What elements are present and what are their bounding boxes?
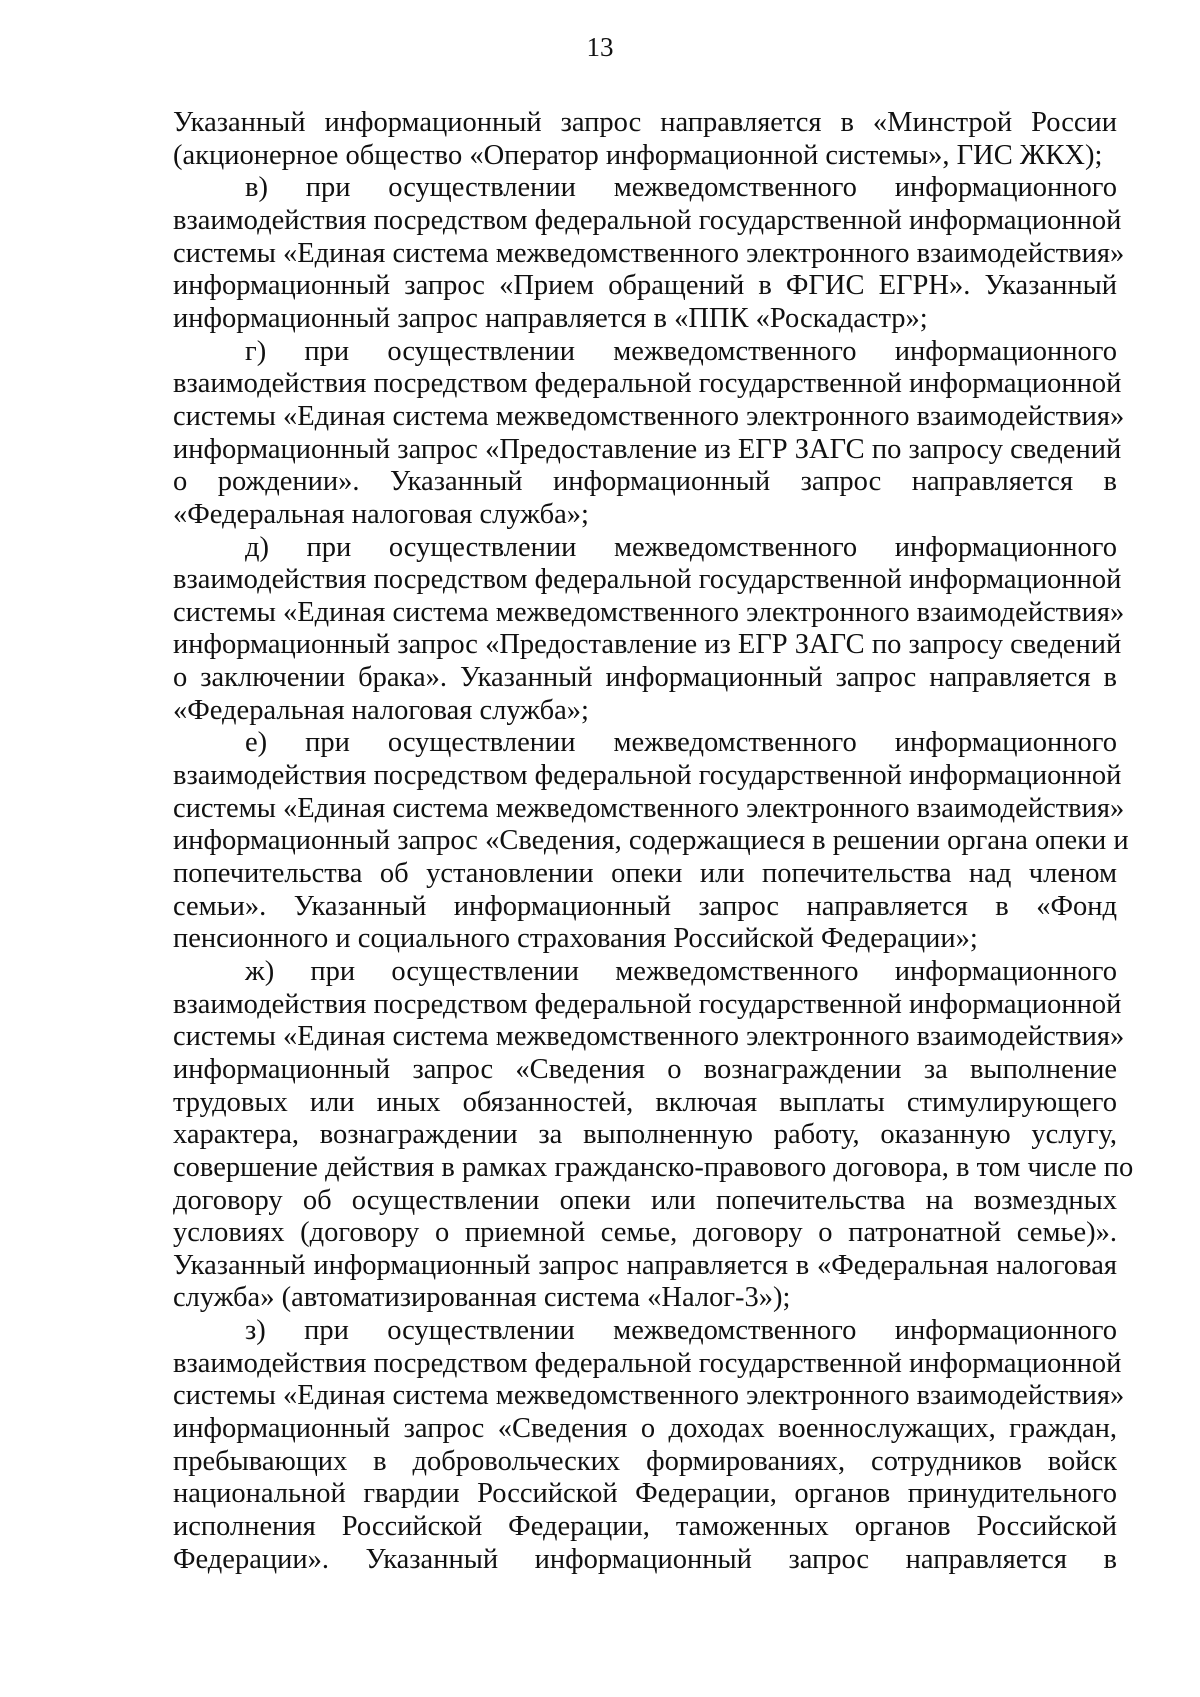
text-line: информационный запрос «Сведения, содержащиеся в решении органа опеки и (173, 825, 1129, 857)
text-line: системы «Единая система межведомственного электронного взаимодействия» (173, 596, 1125, 628)
text-line: системы «Единая система межведомственного электронного взаимодействия» (173, 400, 1125, 432)
page-number: 13 (586, 32, 614, 62)
text-line: системы «Единая система межведомственного электронного взаимодействия» (173, 1380, 1125, 1412)
text-line: системы «Единая система межведомственного электронного взаимодействия» (173, 1021, 1125, 1053)
text-line: (акционерное общество «Оператор информационной системы», ГИС ЖКХ); (173, 139, 1103, 171)
text-line: информационный запрос «Сведения о вознаграждении за выполнение (173, 1053, 1117, 1085)
text-line: трудовых или иных обязанностей, включая выплаты стимулирующего (173, 1086, 1117, 1118)
text-line: служба» (автоматизированная система «Налог-3»); (173, 1282, 791, 1314)
text-line: взаимодействия посредством федеральной государственной информационной (173, 760, 1122, 791)
text-line: семьи». Указанный информационный запрос направляется в «Фонд (173, 890, 1117, 922)
text-line: о рождении». Указанный информационный запрос направляется в (173, 466, 1117, 498)
text-line: Федерации». Указанный информационный запрос направляется в (173, 1543, 1117, 1575)
text-line: совершение действия в рамках гражданско-правового договора, в том числе по (173, 1151, 1134, 1183)
text-line: условиях (договору о приемной семье, договору о патронатной семье)». (173, 1217, 1117, 1249)
text-line: з) при осуществлении межведомственного информационного (245, 1315, 1117, 1346)
text-line: информационный запрос «Предоставление из ЕГР ЗАГС по запросу сведений (173, 433, 1122, 465)
text-line: информационный запрос «Сведения о доходах военнослужащих, граждан, (173, 1413, 1117, 1444)
text-line: «Федеральная налоговая служба»; (173, 694, 589, 726)
text-line: взаимодействия посредством федеральной государственной информационной (173, 1347, 1122, 1379)
text-line: информационный запрос «Предоставление из ЕГР ЗАГС по запросу сведений (173, 629, 1122, 661)
text-line: системы «Единая система межведомственного электронного взаимодействия» (173, 792, 1125, 824)
text-line: «Федеральная налоговая служба»; (173, 498, 589, 530)
text-line: характера, вознаграждении за выполненную работу, оказанную услугу, (173, 1119, 1117, 1151)
text-line: системы «Единая система межведомственного электронного взаимодействия» (173, 237, 1125, 269)
text-line: взаимодействия посредством федеральной государственной информационной (173, 204, 1122, 236)
text-line: Указанный информационный запрос направляется в «Минстрой России (173, 107, 1117, 138)
text-line: ж) при осуществлении межведомственного информационного (245, 955, 1117, 987)
text-line: исполнения Российской Федерации, таможенных органов Российской (173, 1511, 1117, 1542)
text-line: д) при осуществлении межведомственного информационного (245, 531, 1117, 563)
text-line: пребывающих в добровольческих формированиях, сотрудников войск (173, 1445, 1117, 1477)
text-line: о заключении брака». Указанный информационный запрос направляется в (173, 662, 1117, 693)
text-line: е) при осуществлении межведомственного информационного (245, 727, 1117, 759)
text-line: Указанный информационный запрос направляется в «Федеральная налоговая (173, 1249, 1117, 1281)
text-line: попечительства об установлении опеки или попечительства над членом (173, 857, 1117, 889)
text-line: договору об осуществлении опеки или попечительства на возмездных (173, 1184, 1117, 1216)
text-line: взаимодействия посредством федеральной государственной информационной (173, 368, 1122, 400)
text-line: взаимодействия посредством федеральной государственной информационной (173, 564, 1122, 596)
text-line: взаимодействия посредством федеральной государственной информационной (173, 988, 1122, 1020)
text-line: информационный запрос «Прием обращений в ФГИС ЕГРН». Указанный (173, 270, 1117, 302)
text-line: информационный запрос направляется в «ППК «Роскадастр»; (173, 302, 928, 334)
text-line: национальной гвардии Российской Федерации, органов принудительного (173, 1478, 1117, 1510)
text-line: г) при осуществлении межведомственного информационного (245, 335, 1117, 367)
text-line: в) при осуществлении межведомственного информационного (245, 172, 1117, 204)
text-line: пенсионного и социального страхования Российской Федерации»; (173, 923, 978, 955)
